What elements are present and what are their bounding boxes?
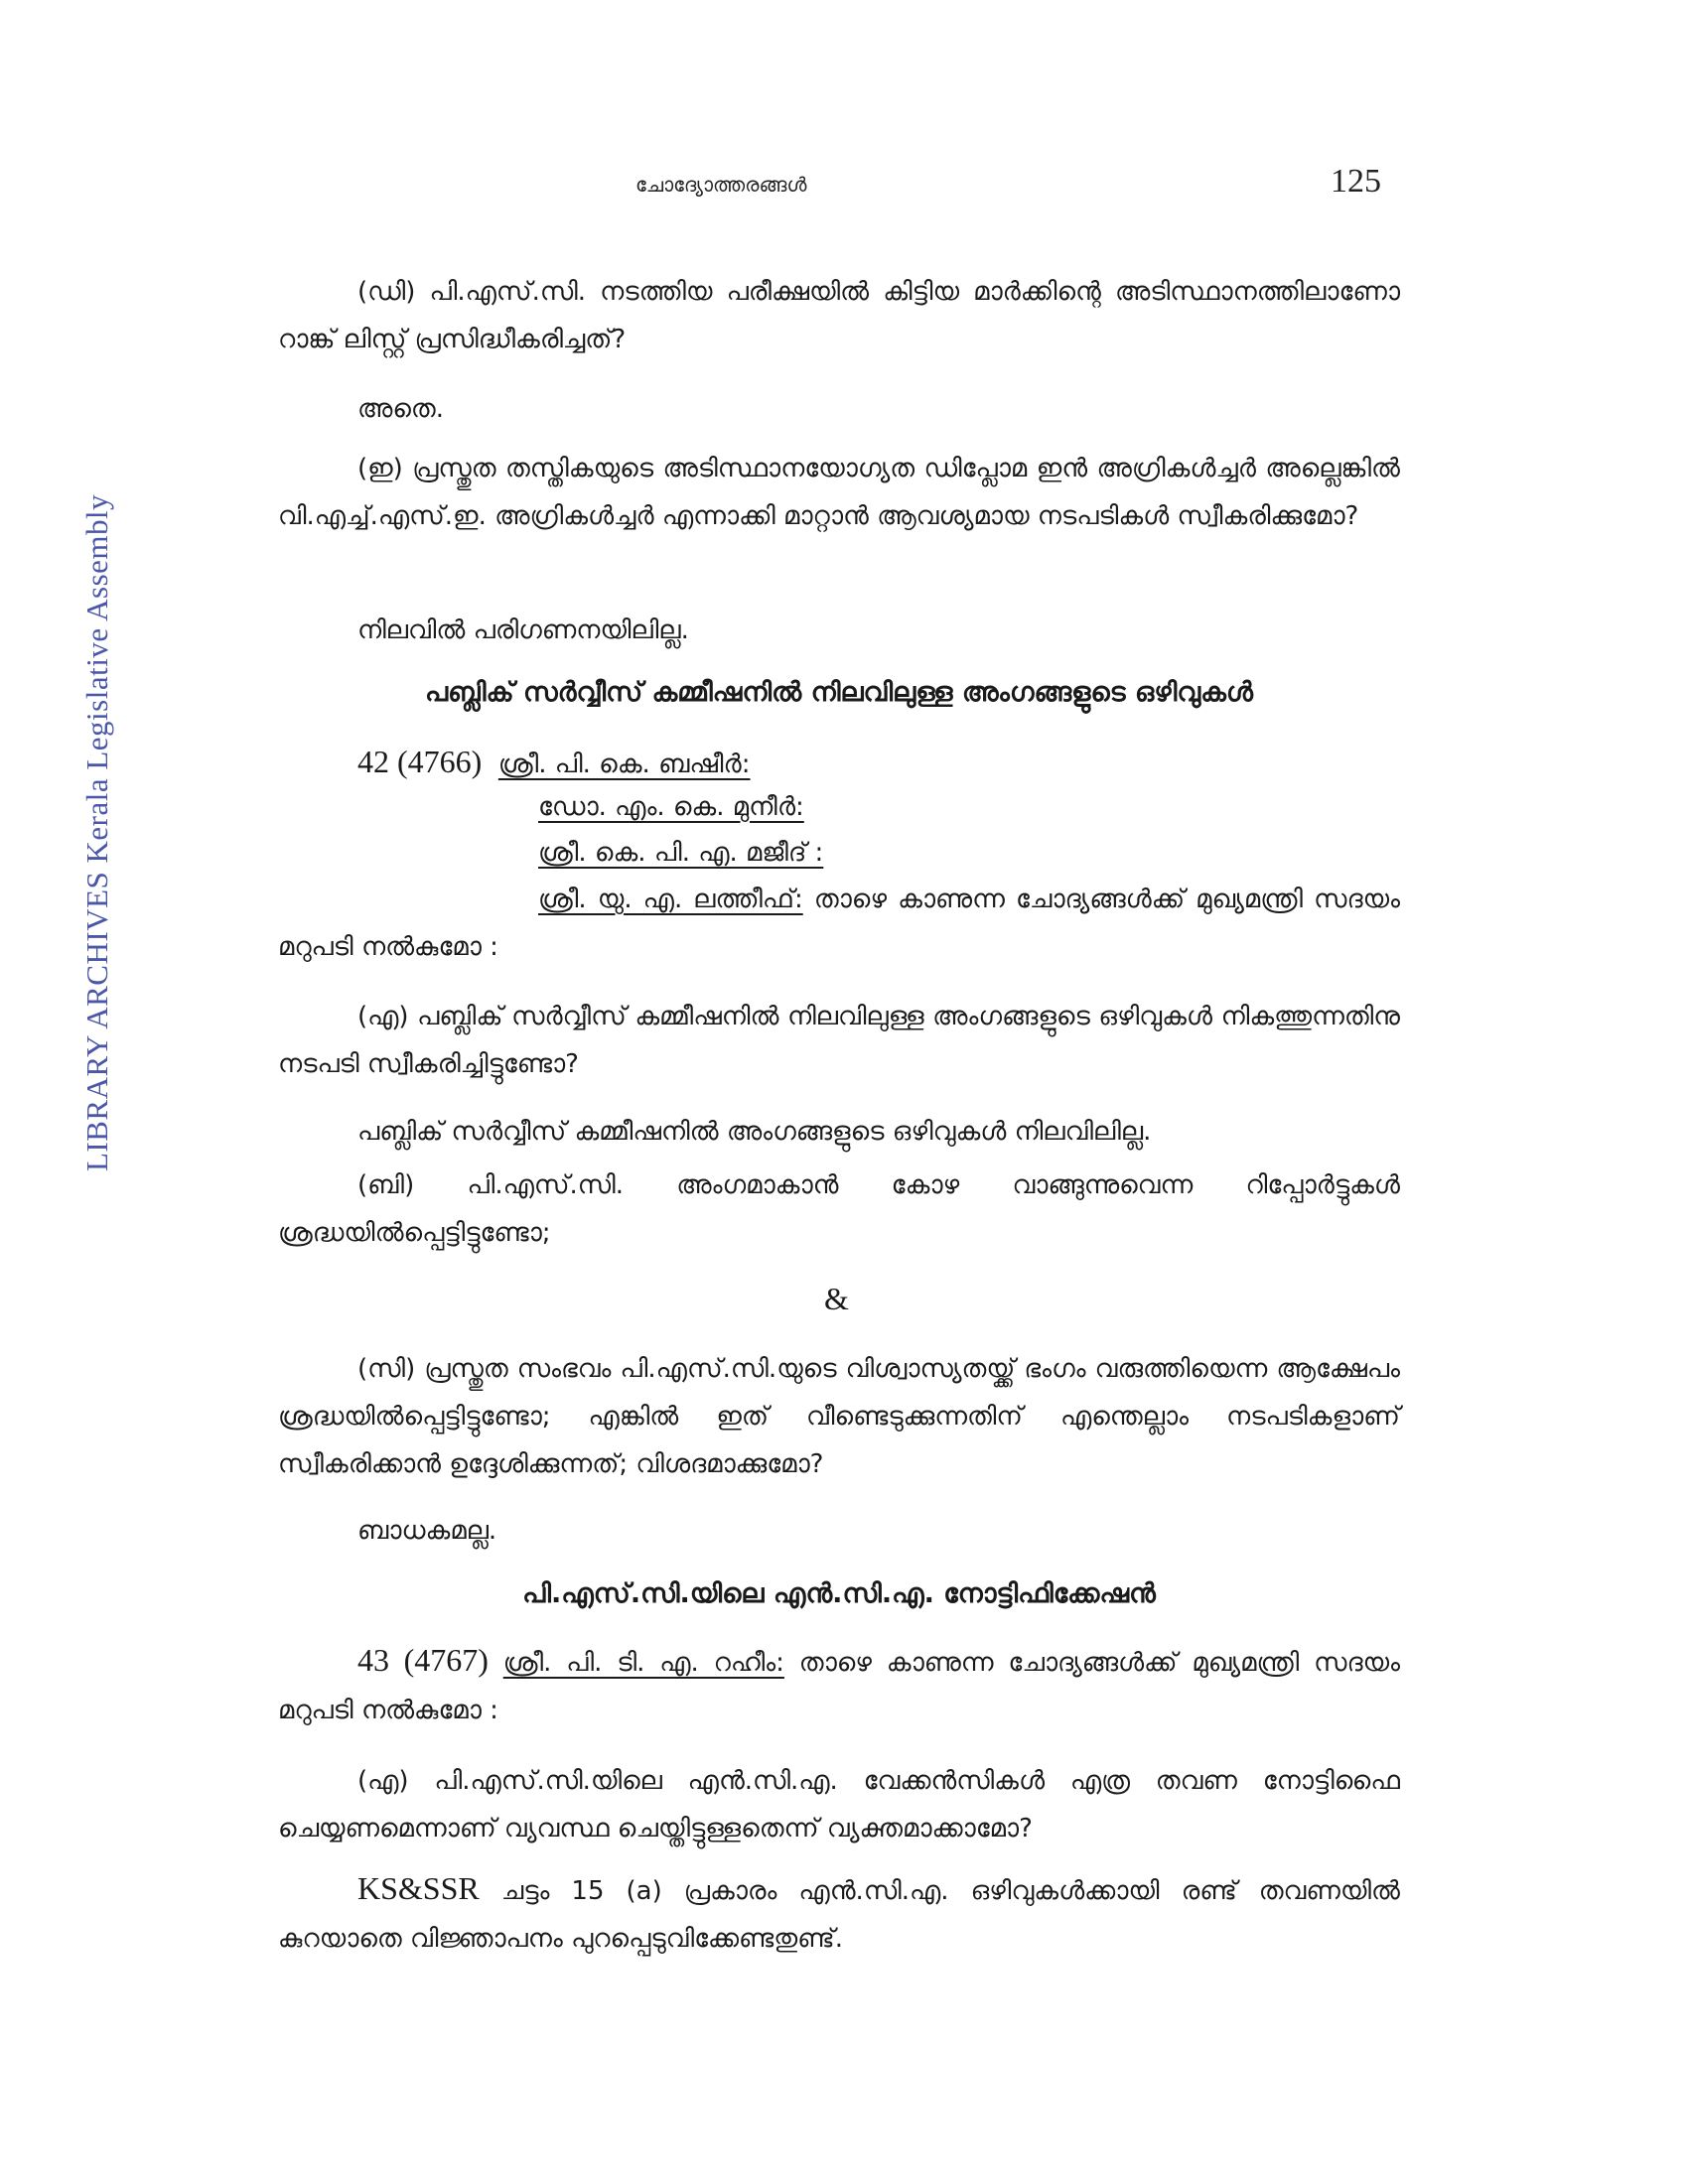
section-42-question-b	[278, 1161, 1400, 1257]
question-e	[278, 445, 1400, 540]
question-d-text: (ഡി) പി.എസ്.സി. നടത്തിയ പരീക്ഷയിൽ കിട്ടിയ മാർക്കിന്റെ അടിസ്ഥാനത്തിലാണോ റാങ്ക് ലിസ്റ്റ് പ്രസിദ്ധീകരിച്ചത്?	[278, 277, 1400, 354]
question-number: 43 (4767)	[357, 1642, 489, 1678]
answer-body: ചട്ടം 15 (a) പ്രകാരം എൻ.സി.എ. ഒഴിവുകൾക്കായി രണ്ട് തവണയിൽ കുറയാതെ വിജ്ഞാപനം പുറപ്പെടുവിക്കേണ്ടതുണ്ട്.	[278, 1876, 1400, 1954]
section-43-heading: പി.എസ്.സി.യിലെ എൻ.സി.എ. നോട്ടിഫിക്കേഷൻ	[522, 1578, 1156, 1609]
section-42-heading: പബ്ലിക് സർവ്വീസ് കമ്മീഷനിൽ നിലവിലുള്ള അംഗങ്ങളുടെ ഒഴിവുകൾ	[425, 677, 1253, 708]
section-42-question-a	[278, 993, 1400, 1088]
running-head: ചോദ്യോത്തരങ്ങൾ	[635, 173, 807, 197]
answer-d: അതെ.	[357, 394, 444, 424]
section-43-question-a	[278, 1757, 1400, 1852]
question-b-text: (ബി) പി.എസ്.സി. അംഗമാകാൻ കോഴ വാങ്ങുന്നുവെന്ന റിപ്പോർട്ടുകൾ ശ്രദ്ധയിൽപ്പെട്ടിട്ടുണ്ടോ;	[278, 1170, 1400, 1248]
question-a-text: (എ) പി.എസ്.സി.യിലെ എൻ.സി.എ. വേക്കൻസികൾ എത്ര തവണ നോട്ടിഫൈ ചെയ്യണമെന്നാണ് വ്യവസ്ഥ ചെയ്തിട്ടുള്ളതെന്ന് വ്യക്തമാക്കാമോ?	[278, 1766, 1400, 1843]
archive-watermark: LIBRARY ARCHIVES Kerala Legislative Assembly	[79, 493, 114, 1171]
member-row	[357, 739, 823, 784]
member-name: ശ്രീ. പി. കെ. ബഷീർ:	[497, 750, 751, 779]
question-c-text: (സി) പ്രസ്തുത സംഭവം പി.എസ്.സി.യുടെ വിശ്വാസ്യതയ്ക്ക് ഭംഗം വരുത്തിയെന്ന ആക്ഷേപം ശ്രദ്ധയിൽപ്പെട്ടിട്ടുണ്ടോ; എങ്കിൽ ഇത് വീണ്ടെടുക്കുന്നതിന് എന്തെല്ലാം നടപടികളാണ് സ്വീകരിക്കാൻ ഉദ്ദേശിക്കുന്നത്; വിശദമാക്കുമോ?	[278, 1354, 1400, 1479]
member-name: ശ്രീ. കെ. പി. എ. മജീദ് :	[538, 838, 824, 868]
section-42-answer-a: പബ്ലിക് സർവ്വീസ് കമ്മീഷനിൽ അംഗങ്ങളുടെ ഒഴിവുകൾ നിലവിലില്ല.	[357, 1117, 1152, 1147]
rule-abbreviation: KS&SSR	[357, 1870, 480, 1906]
intro-tail: താഴെ കാണുന്ന ചോദ്യങ്ങൾക്ക് മുഖ്യമന്ത്രി സദയം മറുപടി നൽകുമോ :	[278, 1648, 1400, 1725]
member-name: ഡോ. എം. കെ. മുനീർ:	[538, 792, 804, 822]
question-a-text: (എ) പബ്ലിക് സർവ്വീസ് കമ്മീഷനിൽ നിലവിലുള്ള അംഗങ്ങളുടെ ഒഴിവുകൾ നികത്തുന്നതിനു നടപടി സ്വീകരിച്ചിട്ടുണ്ടോ?	[278, 1002, 1400, 1079]
member-name: ശ്രീ. യു. എ. ലത്തീഫ്:	[538, 885, 803, 914]
member-row	[357, 830, 823, 876]
member-row	[357, 784, 823, 830]
conjunction-ampersand: &	[824, 1281, 849, 1316]
question-d	[278, 268, 1400, 363]
member-name: ശ്രീ. പി. ടി. എ. റഹീം:	[502, 1648, 784, 1678]
section-42-answer-bc: ബാധകമല്ല.	[357, 1516, 497, 1546]
question-e-text: (ഇ) പ്രസ്തുത തസ്തികയുടെ അടിസ്ഥാനയോഗ്യത ഡിപ്ലോമ ഇൻ അഗ്രികൾച്ചർ അല്ലെങ്കിൽ വി.എച്ച്.എസ്.ഇ. അഗ്രികൾച്ചർ എന്നാക്കി മാറ്റാൻ ആവശ്യമായ നടപടികൾ സ്വീകരിക്കുമോ?	[278, 454, 1400, 531]
section-42-question-c	[278, 1345, 1400, 1488]
intro-tail: താഴെ കാണുന്ന ചോദ്യങ്ങൾക്ക് മുഖ്യമന്ത്രി സദയം മറുപടി നൽകുമോ :	[278, 885, 1401, 962]
section-43-intro-text	[278, 1636, 1400, 1734]
section-43-intro	[278, 1636, 1400, 1734]
answer-a-text	[278, 1864, 1400, 1963]
section-42-members	[357, 739, 823, 876]
answer-e: നിലവിൽ പരിഗണനയിലില്ല.	[357, 615, 689, 645]
section-42-intro-text	[278, 876, 1400, 971]
question-number: 42 (4766)	[357, 744, 483, 779]
section-42-intro	[278, 876, 1400, 971]
page-number: 125	[1331, 163, 1381, 200]
section-43-answer-a	[278, 1864, 1400, 1963]
